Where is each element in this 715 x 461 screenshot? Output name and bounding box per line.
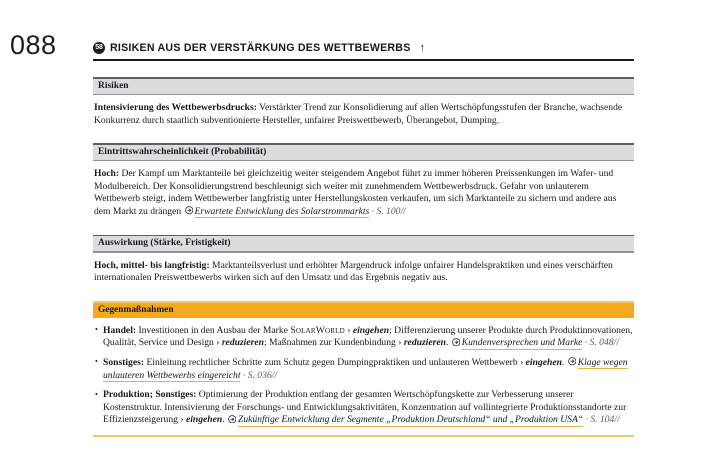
page-number: 088 [10, 30, 57, 60]
body-lead: Intensivierung des Wettbewerbsdrucks: [94, 102, 257, 113]
cross-reference-page: · S. 048// [584, 337, 619, 349]
item-lead: Produktion; Sonstiges: [103, 389, 197, 401]
cross-reference-link[interactable]: Zukünftige Entwicklung der Segmente „Produktion Deutschland“ und „Produktion USA“ [237, 414, 584, 426]
item-text: Einleitung rechtlicher Schritte zum Schutz gegen Dumpingpraktiken und unlauteren Wettbewerb › [144, 356, 526, 368]
action-label: eingehen [525, 356, 562, 368]
cross-reference-page: · S. 104// [585, 414, 620, 426]
up-arrow-icon: ↑ [419, 42, 426, 54]
cross-reference-arrow-icon [452, 338, 461, 347]
cross-reference-arrow-icon [228, 415, 237, 424]
item-text: . [445, 337, 451, 349]
item-text: . [222, 414, 227, 426]
cross-reference-arrow-icon [185, 206, 194, 215]
item-lead: Handel: [103, 324, 137, 336]
body-rest: Marktanteilsverlust und erhöhter Margendruck infolge unfairer Handelspraktiken und eines verschärften internationalen Preiswettbewerbs wirken sich auf den Umsatz und das Ergebnis negativ aus. [94, 259, 613, 284]
item-text: Investitionen in den Ausbau der Marke [136, 324, 291, 336]
cross-reference-link[interactable]: Erwartete Entwicklung des Solarstrommarkts [194, 205, 370, 217]
cross-reference-arrow-icon [568, 357, 577, 366]
item-text: ; Maßnahmen zur Kundenbindung › [263, 337, 404, 349]
page-title: RISIKEN AUS DER VERSTÄRKUNG DES WETTBEWERBS [110, 42, 411, 54]
action-label: reduzieren [221, 337, 264, 349]
brand-name: SolarWorld [290, 324, 345, 336]
section-body [93, 253, 634, 285]
item-text: Optimierung der Produktion entlang der gesamten Wertschöpfungskette zur Verbesserung unserer Kostenstruktur. Intensivierung der Forschungs- und Entwicklungsaktivitäten, Konzentration auf vollintegrierte Produktionsstandorte zur Effizienzsteigerung › [103, 389, 627, 426]
section-impact [93, 235, 634, 285]
section-heading: Risiken [93, 79, 634, 94]
list-item [94, 357, 633, 382]
list-item [94, 389, 633, 427]
section-heading: Auswirkung (Stärke, Fristigkeit) [93, 236, 634, 251]
action-label: eingehen [185, 414, 223, 426]
action-label: eingehen [352, 324, 390, 336]
item-lead: Sonstiges: [103, 356, 145, 368]
section-probability [93, 143, 634, 218]
action-label: reduzieren [403, 337, 446, 349]
section-risiken [93, 77, 634, 127]
section-heading: Eintrittswahrscheinlichkeit (Probabilität) [93, 145, 634, 160]
section-rule-bottom [93, 435, 634, 437]
section-countermeasures [93, 301, 634, 437]
body-rest: Verstärkter Trend zur Konsolidierung auf allen Wertschöpfungsstufen der Branche, wachsende Konkurrenz durch staatlich subventionierte Hersteller, unfairer Preiswettbewerb, Überangebot, Dumping. [94, 102, 623, 126]
page-header [93, 42, 634, 58]
content-column [93, 42, 634, 437]
body-lead: Hoch: [94, 168, 120, 180]
section-body [93, 161, 634, 218]
cross-reference-page: · S. 036// [242, 369, 278, 381]
body-rest: Der Kampf um Marktanteile bei gleichzeitig weiter steigendem Angebot führt zu immer höheren Preissenkungen im Wafer- und Modulbereich. Der Konsolidierungstrend beschleunigt sich weiter mit zunehmendem Wettbewerbsdruck. Gefahr von unlauterem Wettbewerb steigt, indem Wettbewerber langfristig unter Herstellungskosten verkaufen, um sich Marktanteile zu sichern und andere aus dem Markt zu drängen [94, 168, 617, 217]
item-text: ; Differenzierung unserer Produkte durch Produktinnovationen, Qualität, Service und Design › [103, 324, 633, 349]
section-heading: Gegenmaßnahmen [93, 303, 634, 318]
item-text: . [561, 356, 567, 368]
body-lead: Hoch, mittel- bis langfristig: [94, 259, 210, 271]
cross-reference-link[interactable]: Klage wegen unlauteren Wettbewerbs eingereicht [103, 356, 628, 381]
item-text: › [344, 324, 353, 336]
countermeasures-list [93, 318, 634, 427]
cross-reference-link[interactable]: Kundenversprechen und Marke [461, 337, 583, 349]
cross-reference-page: · S. 100// [371, 205, 406, 217]
section-body [93, 95, 634, 127]
risk-number-badge: 58 [93, 42, 105, 54]
list-item [94, 325, 633, 350]
header-rule [93, 59, 634, 61]
